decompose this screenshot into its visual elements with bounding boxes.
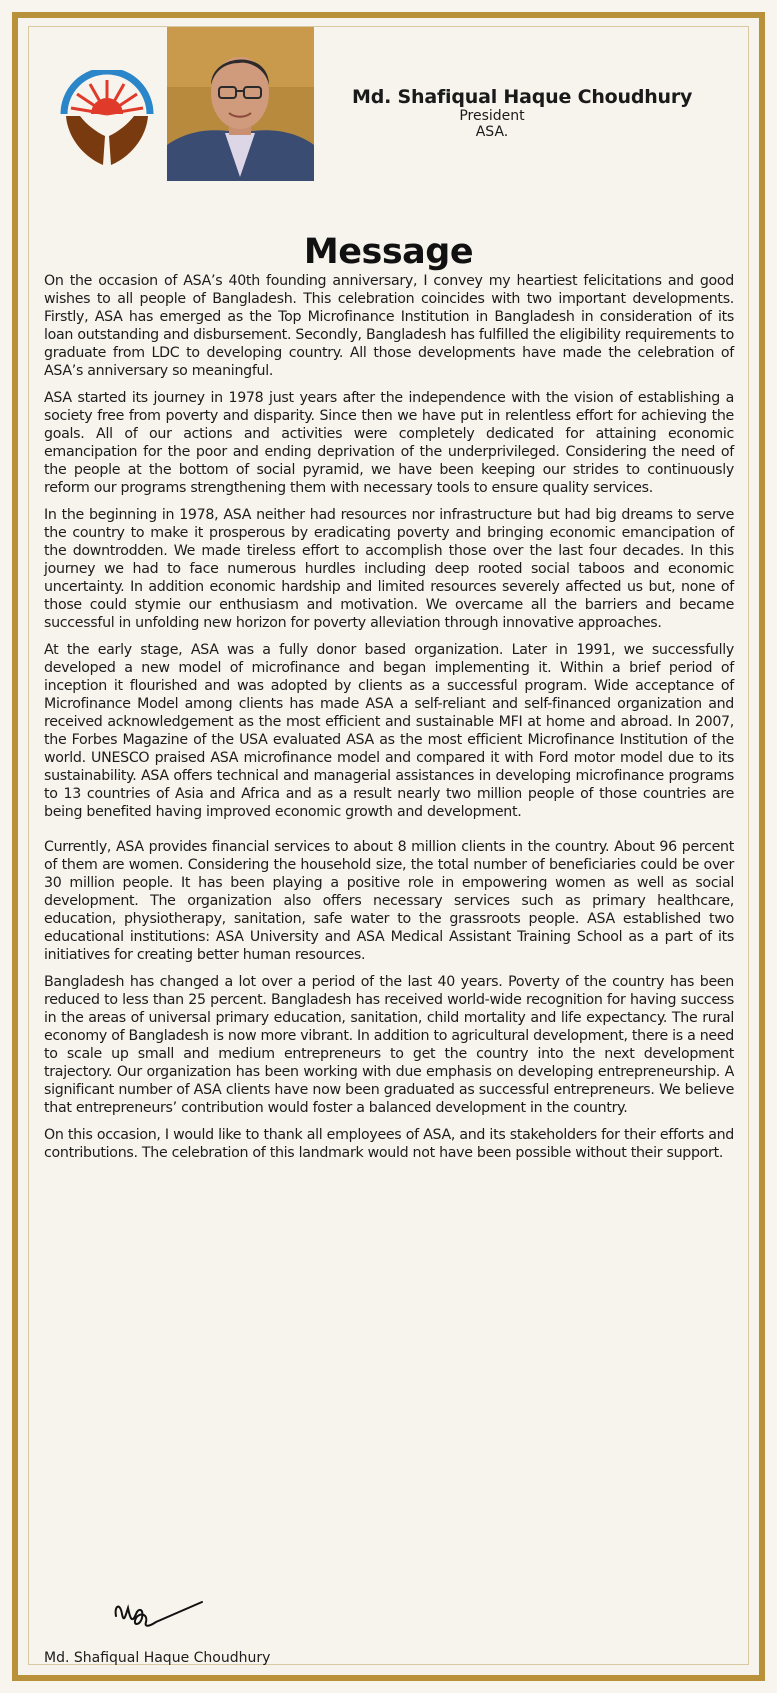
- organization-name: ASA.: [475, 124, 509, 140]
- paragraph: ASA started its journey in 1978 just years after the independence with the vision of establishing a society free from poverty and disparity. Since then we have put in relentless effort for achieving the goals. All of our actions and activities were completely dedicated for attaining economic emancipation for the poor and ending deprivation of the underprivileged. Considering the need of the people at the bottom of social pyramid, we have been keeping our strides to continuously reform our programs strengthening them with necessary tools to ensure quality services.: [44, 390, 734, 496]
- paragraph: In the beginning in 1978, ASA neither had resources nor infrastructure but had big dreams to serve the country to make it prosperous by eradicating poverty and bringing economic emancipation of the downtrodden. We made tireless effort to accomplish those over the last four decades. In this journey we had to face numerous hurdles including deep rooted social taboos and economic uncertainty. In addition economic hardship and limited resources severely affected us but, none of those could stymie our enthusiasm and motivation. We overcame all the barriers and became successful in unfolding new horizon for poverty alleviation through innovative approaches.: [44, 507, 734, 631]
- paragraph: Bangladesh has changed a lot over a period of the last 40 years. Poverty of the country has been reduced to less than 25 percent. Bangladesh has received world-wide recognition for having success in the areas of universal primary education, sanitation, child mortality and life expectancy. The rural economy of Bangladesh is now more vibrant. In addition to agricultural development, there is a need to scale up small and medium entrepreneurs to get the country into the next development trajectory. Our organization has been working with due emphasis on developing entrepreneurship. A significant number of ASA clients have now been graduated as successful entrepreneurs. We believe that entrepreneurs’ contribution would foster a balanced development in the country.: [44, 974, 734, 1116]
- president-photo: [167, 27, 314, 181]
- paragraph: On the occasion of ASA’s 40th founding anniversary, I convey my heartiest felicitations and good wishes to all people of Bangladesh. This celebration coincides with two important developments. Firstly, ASA has emerged as the Top Microfinance Institution in Bangladesh in consideration of its loan outstanding and disbursement. Secondly, Bangladesh has fulfilled the eligibility requirements to graduate from LDC to developing country. All those developments have made the celebration of ASA’s anniversary so meaningful.: [44, 273, 734, 379]
- signature: [110, 1592, 210, 1638]
- page-title: Message: [303, 232, 474, 272]
- paragraph: Currently, ASA provides financial services to about 8 million clients in the country. About 96 percent of them are women. Considering the household size, the total number of beneficiaries could be over 30 million people. It has been playing a positive role in empowering women as well as social development. The organization also offers necessary services such as primary healthcare, education, physiotherapy, sanitation, safe water to the grassroots people. ASA established two educational institutions: ASA University and ASA Medical Assistant Training School as a part of its initiatives for creating better human resources.: [44, 839, 734, 963]
- president-role: President: [459, 108, 525, 124]
- signature-name: Md. Shafiqual Haque Choudhury: [44, 1650, 271, 1666]
- asa-logo: [58, 70, 156, 170]
- paragraph: At the early stage, ASA was a fully donor based organization. Later in 1991, we successfully developed a new model of microfinance and began implementing it. Within a brief period of inception it flourished and was adopted by clients as a successful program. Wide acceptance of Microfinance Model among clients has made ASA a self-reliant and self-financed organization and received acknowledgement as the most efficient and sustainable MFI at home and abroad. In 2007, the Forbes Magazine of the USA evaluated ASA as the most efficient Microfinance Institution of the world. UNESCO praised ASA microfinance model and compared it with Ford motor model due to its sustainability. ASA offers technical and managerial assistances in developing microfinance programs to 13 countries of Asia and Africa and as a result nearly two million people of those countries are being benefited having improved economic growth and development.: [44, 642, 734, 820]
- message-body: [44, 272, 734, 1171]
- paragraph: On this occasion, I would like to thank all employees of ASA, and its stakeholders for their efforts and contributions. The celebration of this landmark would not have been possible without their support.: [44, 1127, 734, 1161]
- president-name: Md. Shafiqual Haque Choudhury: [352, 86, 693, 108]
- header-block: [352, 86, 693, 140]
